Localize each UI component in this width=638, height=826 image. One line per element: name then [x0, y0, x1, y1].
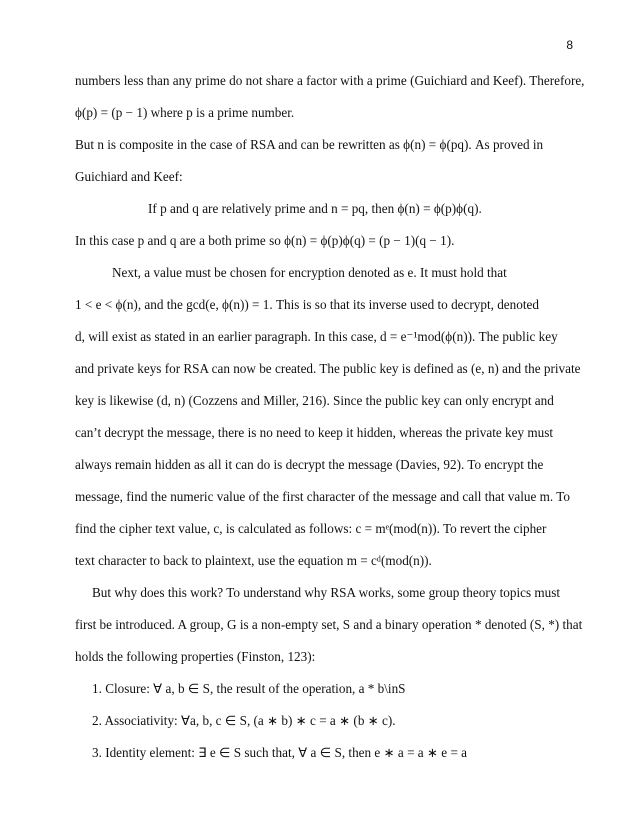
text-line-16: text character to back to plaintext, use the equation m = cᵈ(mod(n)).	[75, 553, 432, 568]
text-line-12: can’t decrypt the message, there is no need to keep it hidden, whereas the private key must	[75, 425, 554, 440]
paragraph-start-line: Next, a value must be chosen for encryption denoted as e. It must hold that	[112, 265, 507, 280]
text-line-3: But n is composite in the case of RSA and can be rewritten as ϕ(n) = ϕ(pq). As proved in	[75, 137, 544, 152]
text-line-2: ϕ(p) = (p − 1) where p is a prime number.	[75, 105, 295, 120]
text-line-19: holds the following properties (Finston, 123):	[75, 649, 316, 664]
text-line-15: find the cipher text value, c, is calculated as follows: c = mᵉ(mod(n)). To revert the cipher	[75, 521, 547, 536]
text-line-8: 1 < e < ϕ(n), and the gcd(e, ϕ(n)) = 1. This is so that its inverse used to decrypt, denoted	[75, 297, 539, 312]
text-line-1: numbers less than any prime do not share a factor with a prime (Guichiard and Keef). Therefore,	[75, 73, 585, 88]
text-line-9: d, will exist as stated in an earlier paragraph. In this case, d = e⁻¹mod(ϕ(n)). The public key	[75, 329, 558, 344]
paragraph-start-line: But why does this work? To understand why RSA works, some group theory topics must	[92, 585, 561, 600]
text-line-11: key is likewise (d, n) (Cozzens and Miller, 216). Since the public key can only encrypt and	[75, 393, 554, 408]
list-item-closure: 1. Closure: ∀ a, b ∈ S, the result of the operation, a * b\inS	[92, 681, 406, 696]
text-line-14: message, find the numeric value of the first character of the message and call that value m. To	[75, 489, 571, 504]
text-line-18: first be introduced. A group, G is a non-empty set, S and a binary operation * denoted (S, *) that	[75, 617, 583, 632]
text-line-4: Guichiard and Keef:	[75, 169, 183, 184]
list-item-identity: 3. Identity element: ∃ e ∈ S such that, ∀ a ∈ S, then e ∗ a = a ∗ e = a	[92, 745, 468, 760]
text-line-6: In this case p and q are a both prime so ϕ(n) = ϕ(p)ϕ(q) = (p − 1)(q − 1).	[75, 233, 455, 248]
list-item-associativity: 2. Associativity: ∀a, b, c ∈ S, (a ∗ b) ∗ c = a ∗ (b ∗ c).	[92, 713, 396, 728]
page-number: 8	[566, 38, 573, 52]
theorem-line: If p and q are relatively prime and n = pq, then ϕ(n) = ϕ(p)ϕ(q).	[148, 201, 482, 216]
text-line-10: and private keys for RSA can now be created. The public key is defined as (e, n) and the private	[75, 361, 581, 376]
text-line-13: always remain hidden as all it can do is decrypt the message (Davies, 92). To encrypt the	[75, 457, 544, 472]
